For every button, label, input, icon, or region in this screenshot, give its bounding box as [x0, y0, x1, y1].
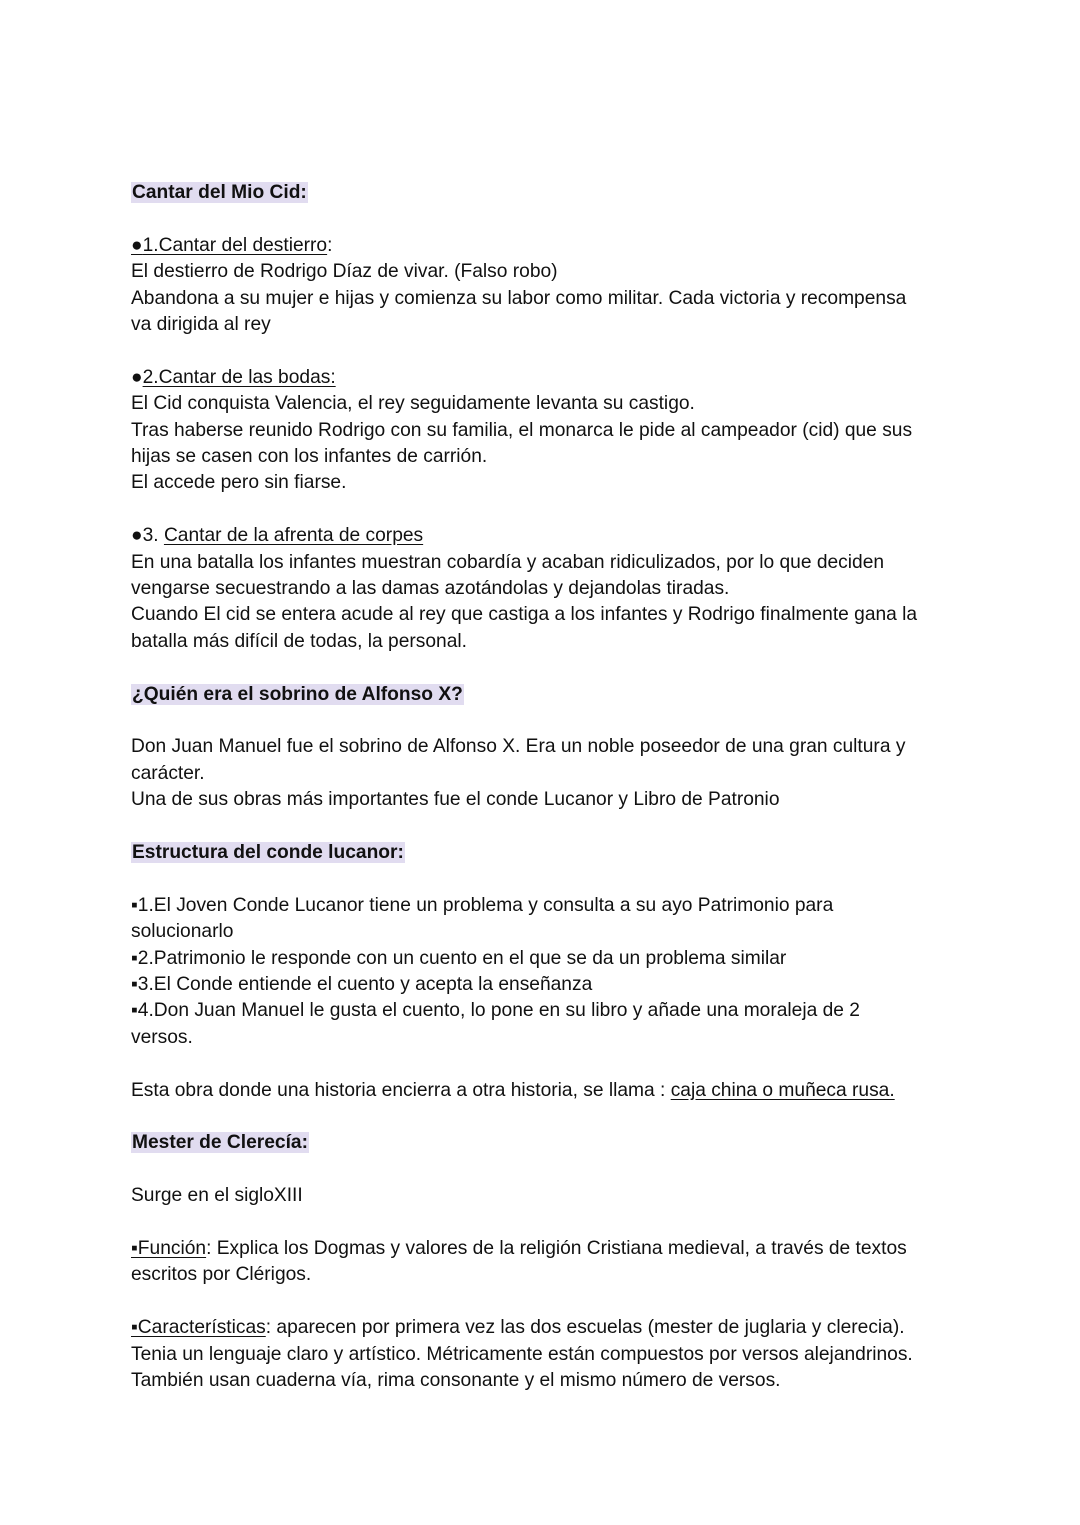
destierro-line: El destierro de Rodrigo Díaz de vivar. (Falso robo) — [131, 261, 558, 283]
estructura-line: versos. — [131, 1026, 193, 1048]
bodas-title: 2.Cantar de las bodas: — [142, 366, 336, 388]
document-body — [131, 180, 960, 1395]
afrenta-line: Cuando El cid se entera acude al rey que castiga a los infantes y Rodrigo finalmente gana la — [131, 604, 918, 626]
bodas-line: hijas se casen con los infantes de carrión. — [131, 446, 488, 468]
afrenta-title: Cantar de la afrenta de corpes — [163, 525, 424, 547]
sobrino-line: carácter. — [131, 762, 205, 784]
estructura-line: ▪1.El Joven Conde Lucanor tiene un problema y consulta a su ayo Patrimonio para — [131, 894, 834, 916]
heading-cantar-mio-cid: Cantar del Mio Cid: — [132, 182, 307, 203]
caja-china-note: Esta obra donde una historia encierra a otra historia, se llama : caja china o muñeca rusa. — [131, 1079, 895, 1101]
afrenta-line: vengarse secuestrando a las damas azotándolas y dejandolas tiradas. — [131, 578, 730, 600]
estructura-line: ▪2.Patrimonio le responde con un cuento en el que se da un problema similar — [131, 947, 787, 969]
heading-estructura-lucanor: Estructura del conde lucanor: — [132, 842, 404, 864]
mester-intro: Surge en el sigloXIII — [131, 1185, 303, 1207]
caracteristicas-line: Tenia un lenguaje claro y artístico. Métricamente están compuestos por versos alejandrinos. — [131, 1343, 913, 1365]
estructura-line: ▪3.El Conde entiende el cuento y acepta la enseñanza — [131, 974, 593, 996]
afrenta-title-line — [131, 523, 960, 549]
caracteristicas-line: También usan cuaderna vía, rima consonante y el mismo número de versos. — [131, 1370, 781, 1392]
destierro-line: va dirigida al rey — [131, 314, 271, 336]
bodas-line: Tras haberse reunido Rodrigo con su familia, el monarca le pide al campeador (cid) que sus — [131, 419, 913, 441]
destierro-title-line: ●1.Cantar del destierro: — [131, 234, 333, 256]
destierro-line: Abandona a su mujer e hijas y comienza su labor como militar. Cada victoria y recompensa — [131, 287, 907, 309]
bodas-line: El Cid conquista Valencia, el rey seguidamente levanta su castigo. — [131, 393, 695, 415]
bullet-icon: ● — [131, 366, 143, 388]
bodas-line: El accede pero sin fiarse. — [131, 472, 347, 494]
estructura-line: solucionarlo — [131, 921, 234, 943]
estructura-line: ▪4.Don Juan Manuel le gusta el cuento, lo pone en su libro y añade una moraleja de 2 — [131, 1000, 860, 1022]
afrenta-prefix: ●3. — [131, 525, 164, 547]
destierro-title: 1.Cantar del destierro — [142, 234, 328, 256]
afrenta-line: batalla más difícil de todas, la personal. — [131, 630, 467, 652]
funcion-line: ▪Función: Explica los Dogmas y valores de la religión Cristiana medieval, a través de textos — [131, 1238, 907, 1260]
heading-mester-clerecia: Mester de Clerecía: — [132, 1132, 308, 1154]
sobrino-line: Don Juan Manuel fue el sobrino de Alfonso X. Era un noble poseedor de una gran cultura y — [131, 736, 906, 758]
sobrino-line: Una de sus obras más importantes fue el conde Lucanor y Libro de Patronio — [131, 789, 780, 811]
bodas-title-line — [131, 365, 960, 391]
afrenta-line: En una batalla los infantes muestran cobardía y acaban ridiculizados, por lo que deciden — [131, 551, 885, 573]
funcion-line: escritos por Clérigos. — [131, 1264, 312, 1286]
funcion-label: ▪Función — [131, 1238, 207, 1260]
caja-china-term: caja china o muñeca rusa. — [670, 1079, 895, 1101]
bullet-icon: ● — [131, 234, 143, 256]
caracteristicas-line: ▪Características: aparecen por primera vez las dos escuelas (mester de juglaria y clerecia). — [131, 1317, 905, 1339]
heading-sobrino-alfonso: ¿Quién era el sobrino de Alfonso X? — [132, 683, 463, 705]
caracteristicas-label: ▪Características — [131, 1317, 266, 1339]
